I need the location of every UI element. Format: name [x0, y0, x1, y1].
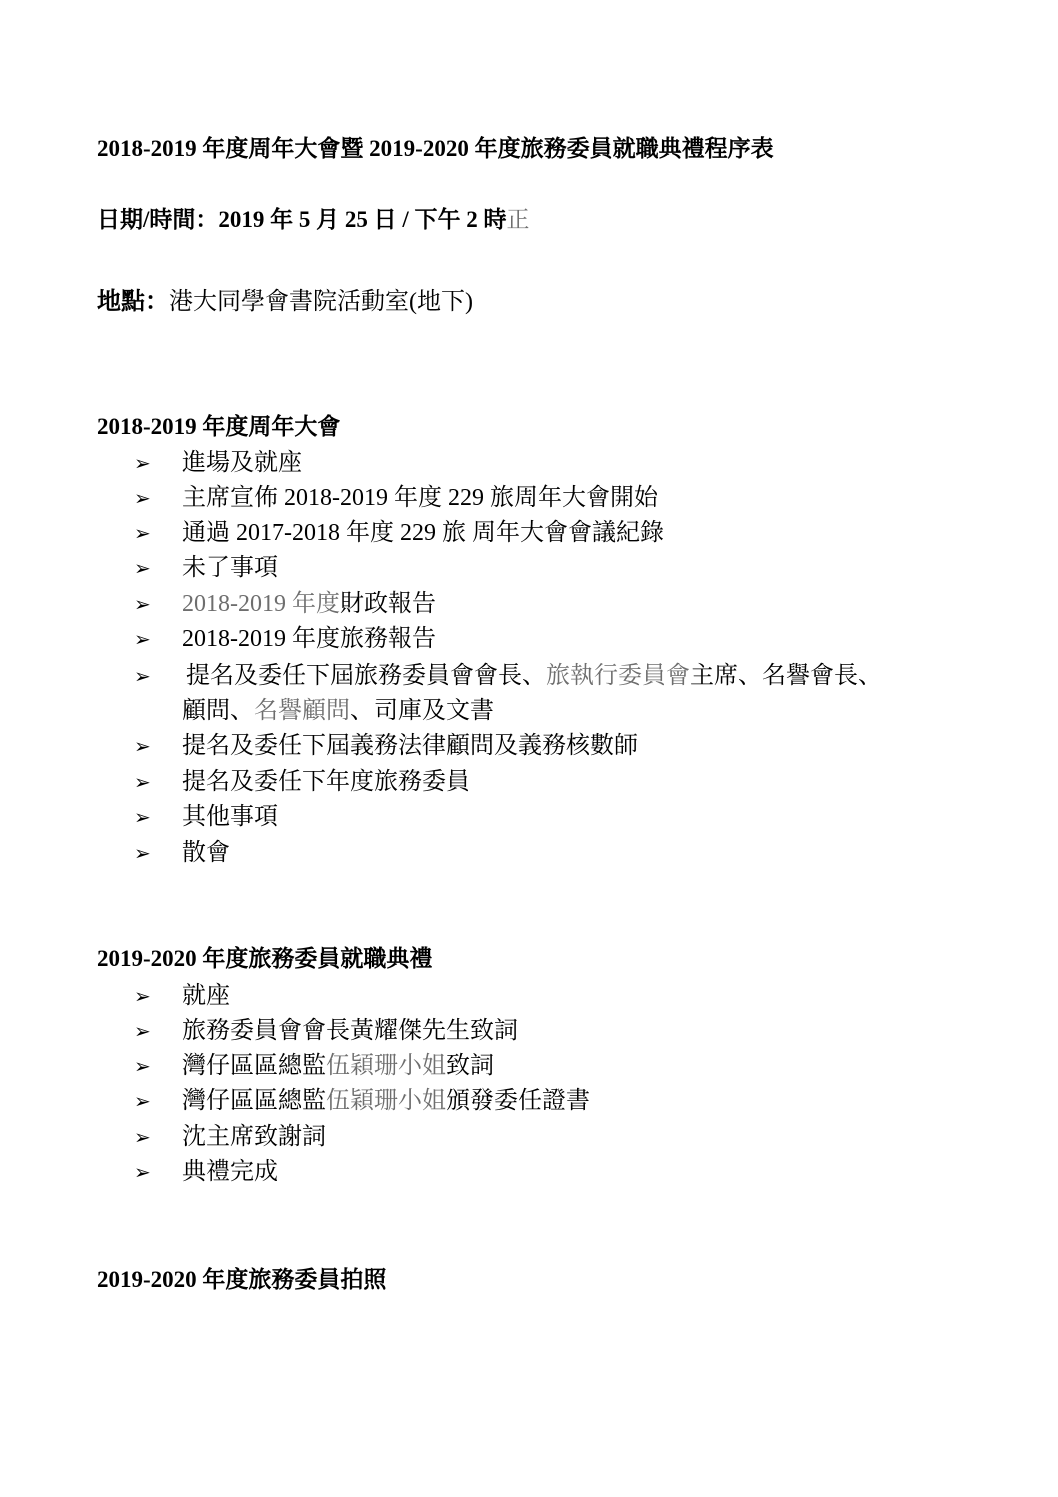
list-item-text — [186, 661, 882, 691]
commissioner-name-text: 伍穎珊小姐 — [326, 1053, 446, 1079]
arrow-bullet-icon: ➢ — [134, 556, 151, 580]
datetime-label: 日期/時間： — [97, 207, 219, 232]
list-item-text — [182, 1086, 590, 1116]
list-item-text: 散會 — [182, 840, 230, 866]
arrow-bullet-icon: ➢ — [134, 627, 151, 651]
list-item-text: 2018-2019 年度旅務報告 — [182, 626, 436, 652]
list-item-text — [182, 1051, 494, 1081]
nomination-text-f: 、司庫及文書 — [350, 698, 494, 724]
arrow-bullet-icon: ➢ — [134, 841, 151, 865]
document-title: 2018-2019 年度周年大會暨 2019-2020 年度旅務委員就職典禮程序表 — [97, 136, 774, 161]
datetime-value: 2019 年 5 月 25 日 / 下午 2 時 — [218, 207, 507, 232]
list-item-text: 就座 — [182, 983, 230, 1009]
list-item-text: 主席宣佈 2018-2019 年度 229 旅周年大會開始 — [182, 485, 658, 511]
speech-text: 致詞 — [446, 1053, 494, 1079]
arrow-bullet-icon: ➢ — [134, 984, 151, 1008]
list-item-text: 典禮完成 — [182, 1159, 278, 1185]
venue-value: 港大同學會書院活動室(地下) — [169, 289, 473, 315]
venue-label: 地點： — [97, 289, 169, 315]
list-item-text: 旅務委員會會長黃耀傑先生致詞 — [182, 1018, 518, 1044]
list-item-text: 未了事項 — [182, 555, 278, 581]
arrow-bullet-icon: ➢ — [134, 521, 151, 545]
arrow-bullet-icon: ➢ — [134, 805, 151, 829]
list-item-text: 進場及就座 — [182, 450, 302, 476]
district-title-text: 灣仔區區總監 — [182, 1088, 326, 1114]
arrow-bullet-icon: ➢ — [134, 451, 151, 475]
list-item-text: 提名及委任下屆義務法律顧問及義務核數師 — [182, 733, 638, 759]
datetime-suffix: 正 — [506, 207, 530, 232]
arrow-bullet-icon: ➢ — [134, 734, 151, 758]
arrow-bullet-icon: ➢ — [134, 1054, 151, 1078]
financial-year-text: 2018-2019 年度 — [182, 591, 340, 617]
arrow-bullet-icon: ➢ — [134, 1125, 151, 1149]
venue-line — [97, 287, 473, 317]
financial-report-text: 財政報告 — [340, 591, 436, 617]
nomination-text-b: 旅執行委員會 — [546, 663, 690, 689]
arrow-bullet-icon: ➢ — [134, 1019, 151, 1043]
arrow-bullet-icon: ➢ — [134, 664, 151, 688]
arrow-bullet-icon: ➢ — [134, 486, 151, 510]
nomination-text-a: 提名及委任下屆旅務委員會會長、 — [186, 663, 546, 689]
list-item-continuation — [182, 696, 494, 726]
district-title-text: 灣仔區區總監 — [182, 1053, 326, 1079]
list-item-text — [182, 589, 436, 619]
nomination-text-e: 名譽顧問 — [254, 698, 350, 724]
inauguration-heading: 2019-2020 年度旅務委員就職典禮 — [97, 946, 433, 971]
datetime-line — [97, 205, 530, 235]
photo-heading: 2019-2020 年度旅務委員拍照 — [97, 1267, 387, 1292]
list-item-text: 其他事項 — [182, 804, 278, 830]
arrow-bullet-icon: ➢ — [134, 1089, 151, 1113]
list-item-text: 沈主席致謝詞 — [182, 1124, 326, 1150]
list-item-text: 通過 2017-2018 年度 229 旅 周年大會會議紀錄 — [182, 520, 664, 546]
certificate-text: 頒發委任證書 — [446, 1088, 590, 1114]
nomination-text-d: 顧問、 — [182, 698, 254, 724]
arrow-bullet-icon: ➢ — [134, 1160, 151, 1184]
arrow-bullet-icon: ➢ — [134, 592, 151, 616]
arrow-bullet-icon: ➢ — [134, 770, 151, 794]
list-item-text: 提名及委任下年度旅務委員 — [182, 769, 470, 795]
commissioner-name-text: 伍穎珊小姐 — [326, 1088, 446, 1114]
agm-heading: 2018-2019 年度周年大會 — [97, 414, 341, 439]
nomination-text-c: 主席、名譽會長、 — [690, 663, 882, 689]
